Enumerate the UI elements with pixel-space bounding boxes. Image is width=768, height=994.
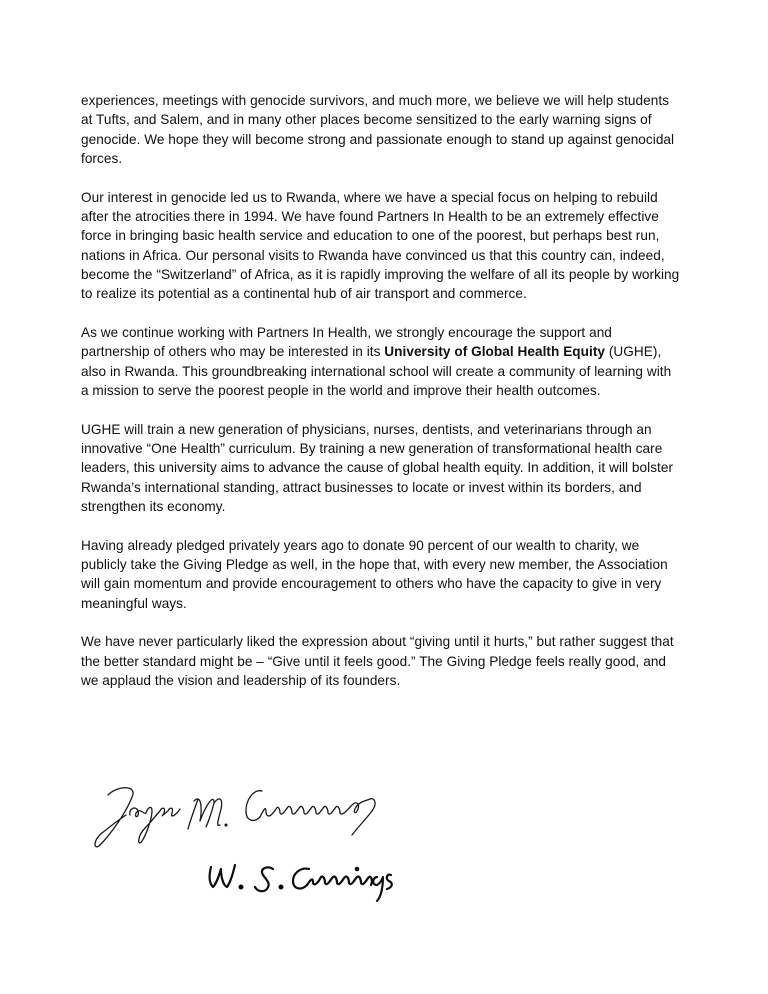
- paragraph-closing: We have never particularly liked the expression about “giving until it hurts,” but rather suggest that the better standard might be – “Give until it feels good.” The Giving Pledge feels really good, and we applaud the vision and leadership of its founders.: [81, 634, 674, 688]
- letter-body: [81, 91, 681, 710]
- paragraph-ughe-intro: [81, 323, 681, 400]
- paragraph-rwanda: Our interest in genocide led us to Rwanda, where we have a special focus on helping to rebuild after the atrocities there in 1994. We have found Partners In Health to be an extremely effective force in bringing basic health service and education to one of the poorest, but perhaps best run, nations in Africa. Our personal visits to Rwanda have convinced us that this country can, indeed, become the “Switzerland” of Africa, as it is rapidly improving the welfare of all its people by working to realize its potential as a continental hub of air transport and commerce.: [81, 189, 680, 302]
- paragraph-pledge: Having already pledged privately years ago to donate 90 percent of our wealth to charity, we publicly take the Giving Pledge as well, in the hope that, with every new member, the Association will gain momentum and provide encouragement to others who have the capacity to give in very meaningful ways.: [81, 537, 668, 611]
- paragraph-genocide-education: experiences, meetings with genocide survivors, and much more, we believe we will help students at Tufts, and Salem, and in many other places become sensitized to the early warning signs of genocide. We hope they will become strong and passionate enough to stand up against genocidal forces.: [81, 93, 675, 166]
- paragraph-ughe-intro-end: (UGHE), also in Rwanda. This groundbreaking international school will create a community of learning with a mission to serve the poorest people in the world and improve their health outcomes.: [81, 344, 672, 398]
- signature-joyce-cummings: [90, 775, 390, 855]
- ughe-name: University of Global Health Equity: [384, 344, 606, 360]
- paragraph-ughe-intro-start: As we continue working with Partners In Health, we strongly encourage the support and partnership of others who may be interested in its: [81, 324, 612, 360]
- signature-ws-cummings: [205, 855, 415, 905]
- paragraph-ughe-training: UGHE will train a new generation of physicians, nurses, dentists, and veterinarians through an innovative “One Health” curriculum. By training a new generation of transformational health care leaders, this university aims to advance the cause of global health equity. In addition, it will bolster Rwanda’s international standing, attract businesses to locate or invest within its borders, and strengthen its economy.: [81, 421, 674, 514]
